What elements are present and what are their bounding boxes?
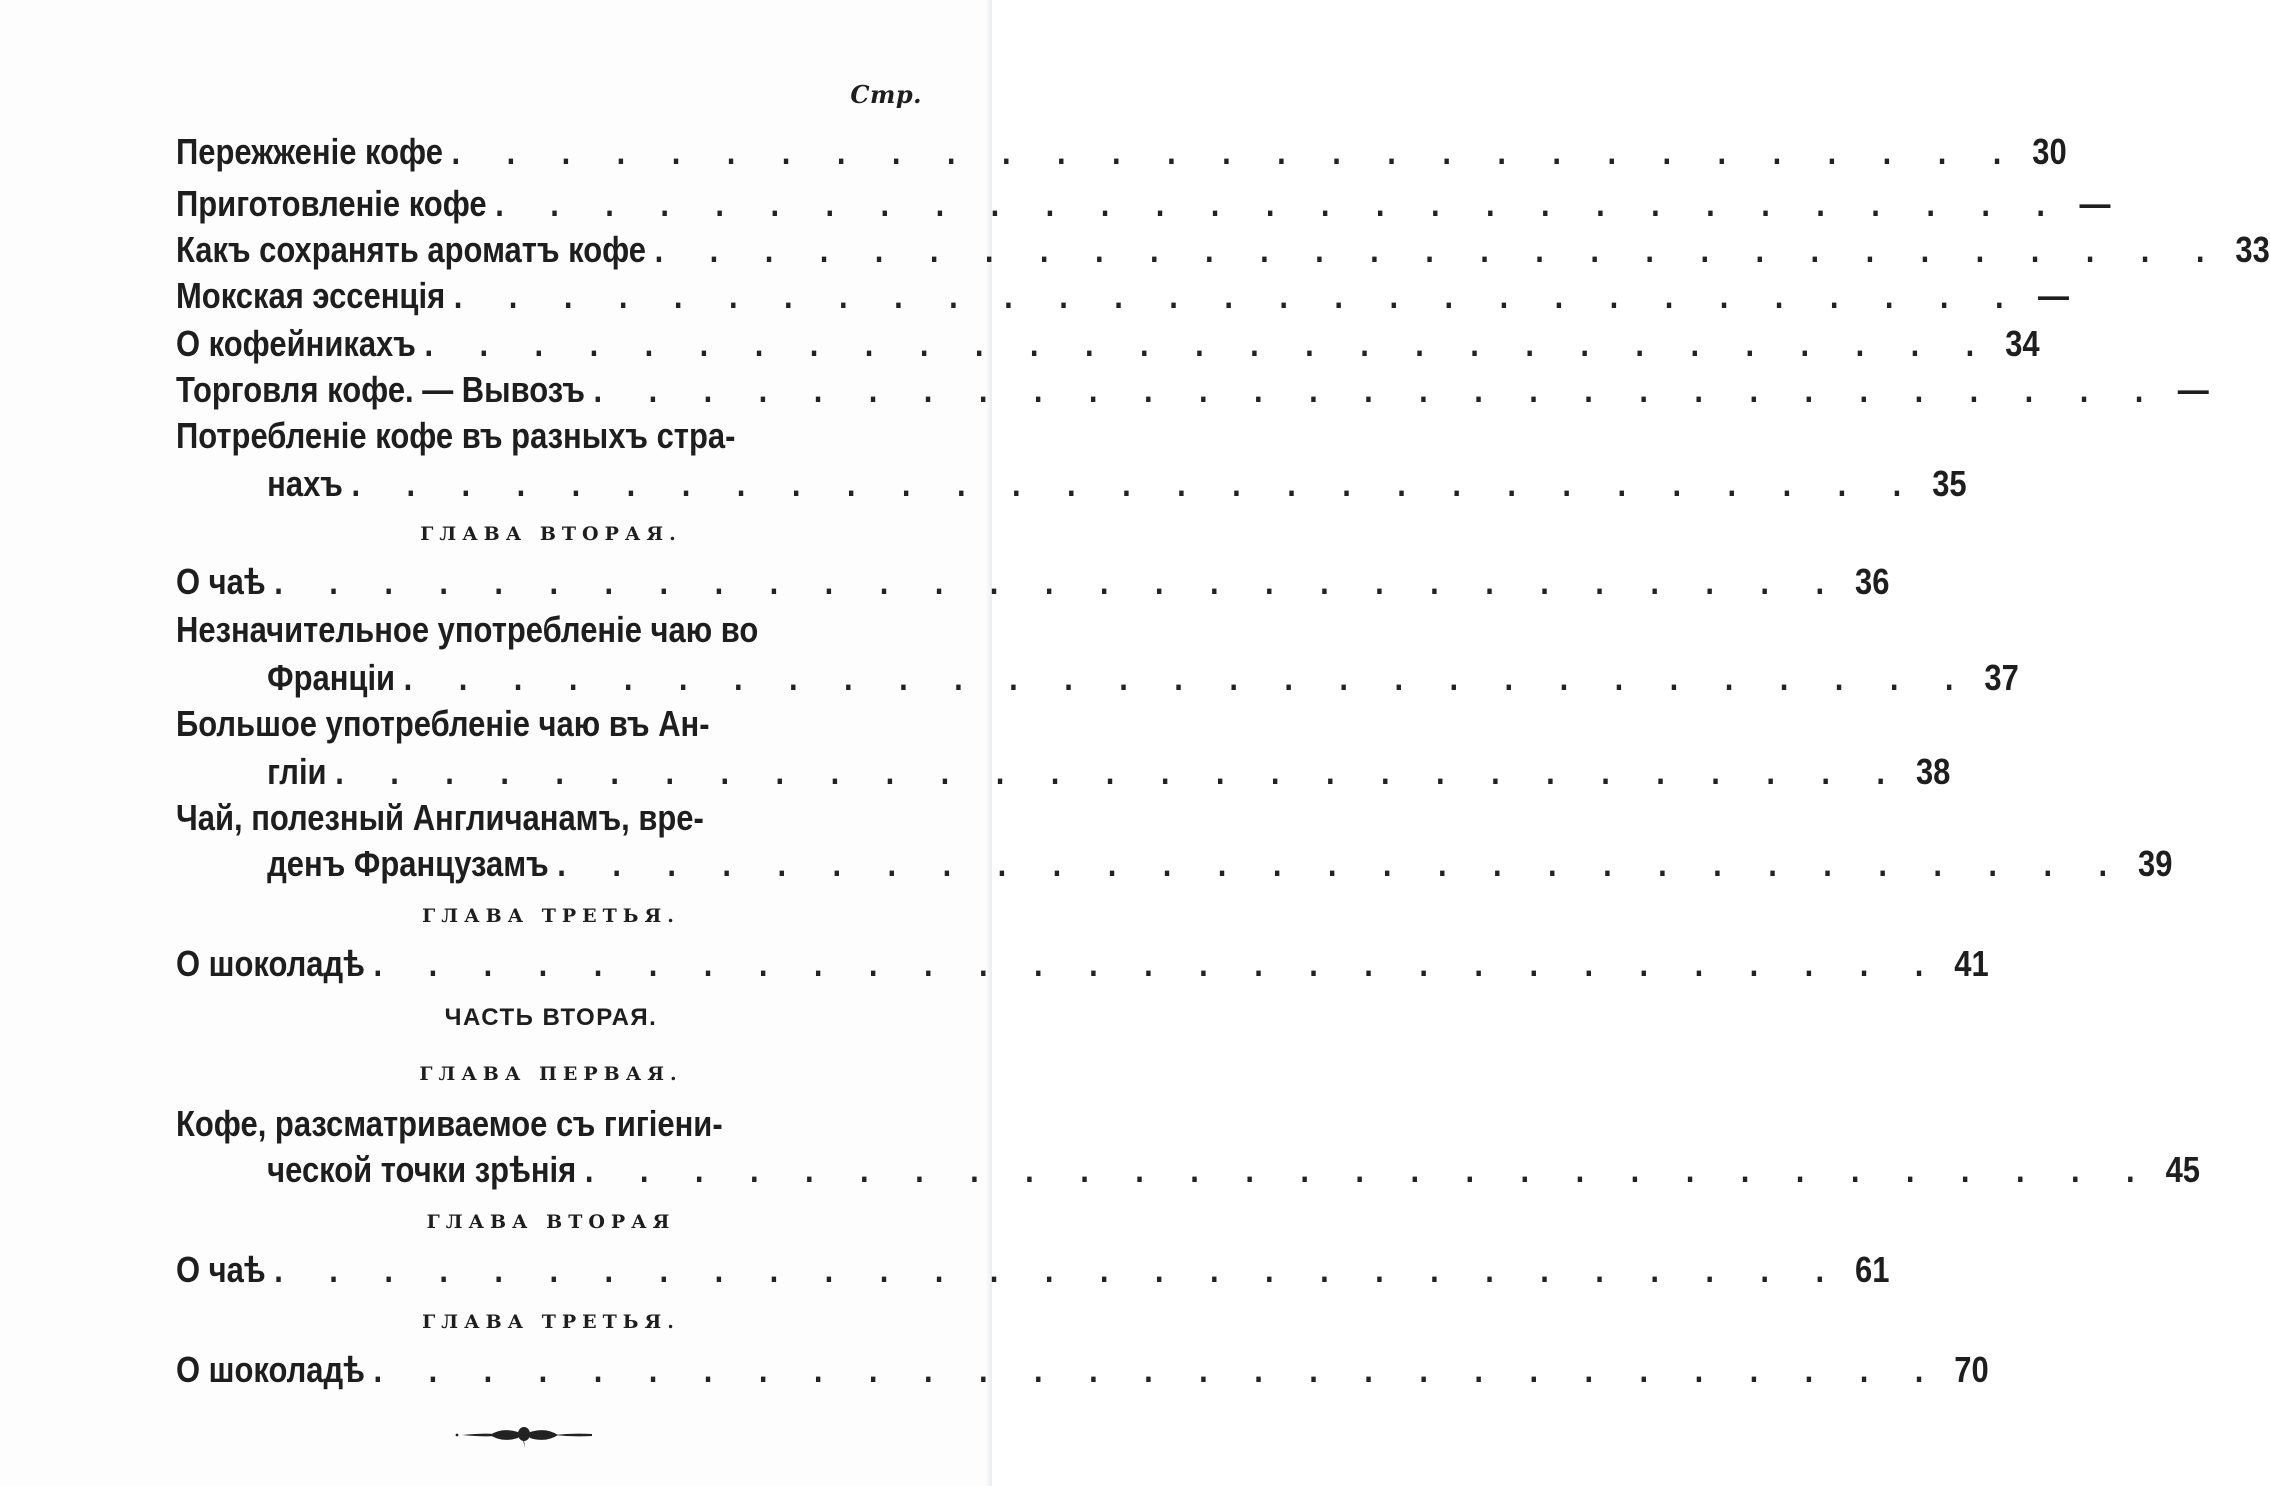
toc-entry-continuation bbox=[176, 460, 1967, 508]
toc-entry bbox=[176, 320, 2040, 368]
entry-title-continuation: денъ Французамъ bbox=[267, 843, 549, 884]
entry-title: О чаѣ bbox=[176, 561, 266, 602]
leader-dots: . . . . . . . . . . . . . . . . . . . . . . . . . . . . . bbox=[584, 1149, 2154, 1190]
entry-page-number: 70 bbox=[1954, 1349, 1989, 1390]
entry-title-continuation: гліи bbox=[267, 751, 327, 792]
entry-page-number: 34 bbox=[2005, 323, 2040, 364]
chapter-heading: ГЛАВА ВТОРАЯ. bbox=[420, 523, 682, 545]
toc-entry bbox=[176, 794, 926, 842]
entry-page-number: 45 bbox=[2165, 1149, 2201, 1190]
leader-dots: . . . . . . . . . . . . . . . . . . . . . . . . . . . . . bbox=[335, 751, 1904, 792]
entry-page-number: 39 bbox=[2138, 843, 2173, 884]
leader-dots: . . . . . . . . . . . . . . . . . . . . . . . . . . . . . bbox=[424, 323, 1994, 364]
toc-entry bbox=[176, 180, 2111, 228]
entry-title: О шоколадѣ bbox=[176, 943, 365, 984]
entry-title: Приготовленіе кофе bbox=[176, 183, 487, 224]
toc-entry bbox=[176, 1246, 1890, 1294]
entry-title: Большое употребленіе чаю въ Ан- bbox=[176, 703, 710, 744]
chapter-heading: ГЛАВА ТРЕТЬЯ. bbox=[422, 905, 680, 927]
toc-entry-continuation bbox=[176, 654, 2019, 702]
entry-page-number: — bbox=[2079, 183, 2111, 224]
toc-entry bbox=[176, 272, 2069, 320]
leader-dots: . . . . . . . . . . . . . . . . . . . . . . . . . . . . . bbox=[274, 1249, 1843, 1290]
entry-page-number: 30 bbox=[2032, 131, 2067, 172]
chapter-heading: ГЛАВА ВТОРАЯ bbox=[426, 1211, 676, 1233]
entry-title: Незначительное употребленіе чаю во bbox=[176, 609, 759, 650]
part-heading: ЧАСТЬ ВТОРАЯ. bbox=[444, 1004, 658, 1031]
toc-entry-continuation bbox=[176, 1146, 2201, 1194]
entry-page-number: 37 bbox=[1984, 657, 2019, 698]
toc-entry bbox=[176, 412, 926, 460]
entry-page-number: — bbox=[2177, 369, 2209, 410]
entry-title: Торговля кофе. — Вывозъ bbox=[176, 369, 585, 410]
toc-entry bbox=[176, 940, 1989, 988]
toc-entry bbox=[176, 558, 1890, 606]
chapter-heading: ГЛАВА ТРЕТЬЯ. bbox=[422, 1311, 680, 1333]
leader-dots: . . . . . . . . . . . . . . . . . . . . . . . . . . . . . bbox=[351, 463, 1921, 504]
toc-entry bbox=[176, 128, 2067, 176]
entry-title: О чаѣ bbox=[176, 1249, 266, 1290]
toc-entry bbox=[176, 606, 926, 654]
entry-title: Чай, полезный Англичанамъ, вре- bbox=[176, 797, 704, 838]
leader-dots: . . . . . . . . . . . . . . . . . . . . . . . . . . . . . bbox=[593, 369, 2163, 410]
chapter-heading: ГЛАВА ПЕРВАЯ. bbox=[419, 1063, 683, 1085]
printer-ornament-icon bbox=[454, 1420, 594, 1450]
entry-page-number: 35 bbox=[1932, 463, 1967, 504]
entry-title: Потребленіе кофе въ разныхъ стра- bbox=[176, 415, 736, 456]
toc-entry bbox=[176, 1100, 926, 1148]
toc-entry-continuation bbox=[176, 840, 2173, 888]
toc-entry-continuation bbox=[176, 748, 1951, 796]
entry-title: Кофе, разсматриваемое съ гигіени- bbox=[176, 1103, 723, 1144]
entry-page-number: 38 bbox=[1915, 751, 1951, 792]
entry-page-number: — bbox=[2037, 275, 2069, 316]
entry-title: Мокская эссенція bbox=[176, 275, 446, 316]
leader-dots: . . . . . . . . . . . . . . . . . . . . . . . . . . . . . bbox=[495, 183, 2064, 224]
leader-dots: . . . . . . . . . . . . . . . . . . . . . . . . . . . . . bbox=[451, 131, 2021, 172]
leader-dots: . . . . . . . . . . . . . . . . . . . . . . . . . . . . . bbox=[373, 943, 1943, 984]
page-column-label: Стр. bbox=[850, 80, 922, 109]
entry-title-continuation: ческой точки зрѣнія bbox=[267, 1149, 577, 1190]
entry-title: О кофейникахъ bbox=[176, 323, 416, 364]
toc-entry bbox=[176, 366, 2209, 414]
toc-entry bbox=[176, 1346, 1989, 1394]
entry-title-continuation: нахъ bbox=[267, 463, 343, 504]
toc-entry bbox=[176, 700, 926, 748]
entry-page-number: 61 bbox=[1854, 1249, 1890, 1290]
leader-dots: . . . . . . . . . . . . . . . . . . . . . . . . . . . . . bbox=[373, 1349, 1943, 1390]
leader-dots: . . . . . . . . . . . . . . . . . . . . . . . . . . . . . bbox=[403, 657, 1973, 698]
leader-dots: . . . . . . . . . . . . . . . . . . . . . . . . . . . . . bbox=[274, 561, 1843, 602]
leader-dots: . . . . . . . . . . . . . . . . . . . . . . . . . . . . . bbox=[453, 275, 2023, 316]
entry-title-continuation: Франціи bbox=[267, 657, 396, 698]
leader-dots: . . . . . . . . . . . . . . . . . . . . . . . . . . . . . bbox=[654, 229, 2224, 270]
entry-title: О шоколадѣ bbox=[176, 1349, 365, 1390]
entry-title: Какъ сохранять ароматъ кофе bbox=[176, 229, 647, 270]
leader-dots: . . . . . . . . . . . . . . . . . . . . . . . . . . . . . bbox=[557, 843, 2127, 884]
toc-entry bbox=[176, 226, 2270, 274]
entry-title: Пережженіе кофе bbox=[176, 131, 443, 172]
entry-page-number: 33 bbox=[2235, 229, 2270, 270]
entry-page-number: 41 bbox=[1954, 943, 1989, 984]
entry-page-number: 36 bbox=[1854, 561, 1890, 602]
